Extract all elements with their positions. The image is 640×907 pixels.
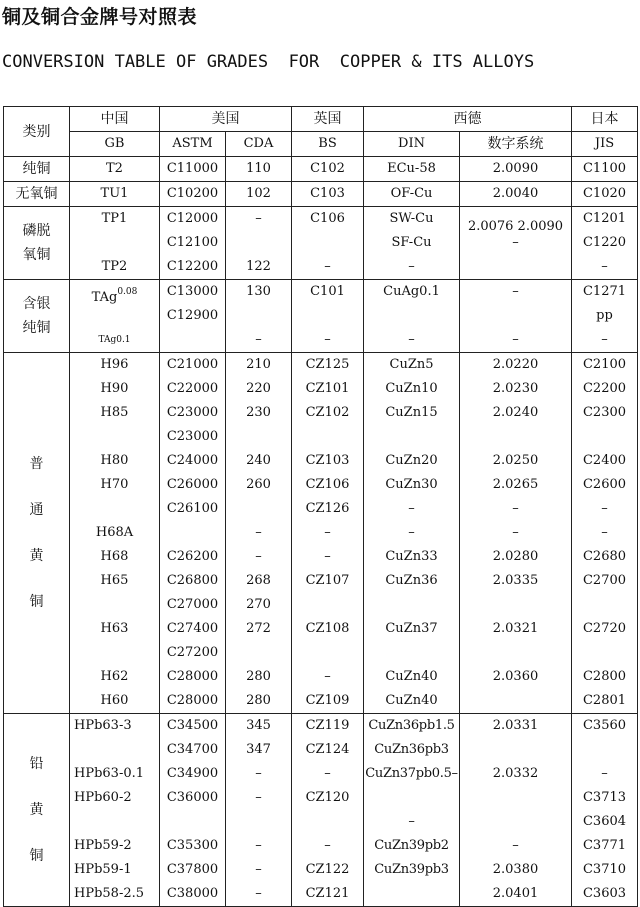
header-west-germany: 西德 <box>364 107 572 132</box>
cell-value: CuAg0.1 <box>383 284 440 299</box>
cell-value: 2.0250 <box>492 453 539 468</box>
cell-value: 2.0240 <box>492 405 539 420</box>
cell-value: CZ108 <box>305 621 350 636</box>
cell-value: CuZn39pb3 <box>374 862 449 877</box>
gb-superscript: 0.08 <box>117 287 138 297</box>
cell-value: 黄 <box>29 548 44 564</box>
cell-value: CuZn37 <box>385 621 438 636</box>
header-category: 类别 <box>4 107 70 157</box>
cell-value <box>292 641 363 665</box>
gb-cell <box>70 353 160 714</box>
category-line: 磷脱 <box>22 223 51 239</box>
cell-value: C27200 <box>166 645 219 660</box>
cell-value <box>70 425 159 449</box>
bs-cell <box>292 280 364 353</box>
category-cell <box>4 207 70 280</box>
numeric-cell <box>460 353 572 714</box>
header-row-2 <box>4 132 638 157</box>
cell-value: CuZn40 <box>385 693 438 708</box>
gb-cell <box>70 207 160 280</box>
cell-value <box>460 425 571 449</box>
header-uk: 英国 <box>292 107 364 132</box>
cell-value: CZ119 <box>305 718 350 733</box>
cell-value <box>74 738 159 762</box>
cell-value: C1271 <box>582 284 627 299</box>
cell-value: C3771 <box>582 838 627 853</box>
cell-value <box>572 641 637 665</box>
header-row-1 <box>4 107 638 132</box>
din-cell <box>364 280 460 353</box>
cell-value: CZ126 <box>305 501 350 516</box>
cell-value: – <box>324 259 331 274</box>
astm-cell <box>160 714 226 907</box>
cell-value: 2.0321 <box>492 621 539 636</box>
cell-value: C2200 <box>582 381 627 396</box>
table-row <box>4 280 638 353</box>
cell-value: CZ107 <box>305 573 350 588</box>
din-cell <box>364 353 460 714</box>
numeric-cell: 2.0090 <box>460 157 572 182</box>
header-jis: JIS <box>572 132 638 157</box>
cell-value: HPb58-2.5 <box>74 886 145 901</box>
cell-value: C2300 <box>582 405 627 420</box>
cell-value: 2.0220 <box>492 357 539 372</box>
cell-value: 2.0230 <box>492 381 539 396</box>
cell-value: C12100 <box>166 235 219 250</box>
cell-value: C28000 <box>166 669 219 684</box>
cell-value: – <box>255 549 262 564</box>
cell-value: CZ124 <box>305 742 350 757</box>
cell-value: – <box>601 332 608 347</box>
cell-value <box>226 810 291 834</box>
cell-value: – <box>408 814 415 829</box>
bs-cell <box>292 353 364 714</box>
cell-value: C26200 <box>166 549 219 564</box>
cell-value: CZ109 <box>305 693 350 708</box>
header-numeric: 数字系统 <box>460 132 572 157</box>
gb-value <box>70 280 159 304</box>
numeric-cell <box>460 280 572 353</box>
cell-value: 122 <box>246 259 271 274</box>
jis-cell <box>572 207 638 280</box>
cell-value: 铅 <box>29 756 44 772</box>
cell-value: 280 <box>246 693 271 708</box>
cell-value: CZ120 <box>305 790 350 805</box>
cell-value: – <box>408 525 415 540</box>
cell-value <box>70 593 159 617</box>
cell-value <box>460 304 571 328</box>
cell-value: CuZn39pb2 <box>374 838 449 853</box>
category-cell <box>4 280 70 353</box>
cell-value: C1201 <box>582 211 627 226</box>
header-cda: CDA <box>226 132 292 157</box>
cell-value <box>364 786 459 810</box>
cell-value: H90 <box>100 381 129 396</box>
cell-value <box>572 425 637 449</box>
cell-value: CuZn10 <box>385 381 438 396</box>
cell-value: 黄 <box>29 802 44 818</box>
cell-value: C106 <box>310 211 345 226</box>
cda-cell <box>226 714 292 907</box>
cell-value: C12200 <box>166 259 219 274</box>
cell-value: 通 <box>29 502 44 518</box>
cell-value <box>364 882 459 906</box>
cell-value: C22000 <box>166 381 219 396</box>
category-cell <box>4 714 70 907</box>
cell-value <box>364 641 459 665</box>
cell-value: – <box>255 886 262 901</box>
bs-cell: C102 <box>292 157 364 182</box>
cell-value: C26800 <box>166 573 219 588</box>
table-row <box>4 207 638 280</box>
cell-value: CuZn20 <box>385 453 438 468</box>
cell-value: 347 <box>246 742 271 757</box>
cell-value: 260 <box>246 477 271 492</box>
table-row <box>4 714 638 907</box>
cell-value: C101 <box>310 284 345 299</box>
cell-value: C34700 <box>166 742 219 757</box>
cell-value: C26100 <box>166 501 219 516</box>
cell-value: C2400 <box>582 453 627 468</box>
cell-value <box>460 641 571 665</box>
bs-cell: C103 <box>292 182 364 207</box>
cell-value: CuZn37pb0.5– <box>365 766 458 781</box>
cell-value: – <box>324 838 331 853</box>
cell-value: H60 <box>100 693 129 708</box>
cell-value: HPb63-0.1 <box>74 766 145 781</box>
cell-value: HPb59-1 <box>74 862 132 877</box>
astm-cell <box>160 353 226 714</box>
cell-value <box>460 738 571 762</box>
category-line: 纯铜 <box>22 320 51 336</box>
numeric-value: 2.0076 2.0090 <box>467 219 564 234</box>
cell-value: 2.0360 <box>492 669 539 684</box>
cell-value: C38000 <box>166 886 219 901</box>
header-japan: 日本 <box>572 107 638 132</box>
cell-value: C37800 <box>166 862 219 877</box>
cda-cell <box>226 207 292 280</box>
cell-value: – <box>255 790 262 805</box>
cell-value: C36000 <box>166 790 219 805</box>
gb-cell: T2 <box>70 157 160 182</box>
cell-value: – <box>601 259 608 274</box>
category-cell: 纯铜 <box>4 157 70 182</box>
cell-value: – <box>255 332 262 347</box>
cell-value <box>572 593 637 617</box>
cell-value: C27400 <box>166 621 219 636</box>
cell-value <box>74 810 159 834</box>
cell-value <box>460 810 571 834</box>
cell-value: CuZn36 <box>385 573 438 588</box>
bs-cell <box>292 207 364 280</box>
cell-value: 2.0265 <box>492 477 539 492</box>
cell-value: HPb60-2 <box>74 790 132 805</box>
cell-value: – <box>601 525 608 540</box>
cell-value: 268 <box>246 573 271 588</box>
cell-value: 210 <box>246 357 271 372</box>
cell-value <box>364 304 459 328</box>
cell-value <box>160 521 225 545</box>
cell-value: – <box>512 525 519 540</box>
cell-value: C34900 <box>166 766 219 781</box>
cell-value: 2.0280 <box>492 549 539 564</box>
cell-value: H68A <box>95 525 134 540</box>
cell-value <box>226 304 291 328</box>
cell-value <box>70 497 159 521</box>
cell-value <box>460 593 571 617</box>
cell-value: C3713 <box>582 790 627 805</box>
cell-value: CZ122 <box>305 862 350 877</box>
din-cell: OF-Cu <box>364 182 460 207</box>
cell-value: C2801 <box>582 693 627 708</box>
jis-cell <box>572 280 638 353</box>
cell-value: C12900 <box>166 308 219 323</box>
page-subtitle: CONVERSION TABLE OF GRADES FOR COPPER & ITS ALLOYS <box>2 52 535 72</box>
numeric-cell <box>460 714 572 907</box>
cell-value: – <box>512 838 519 853</box>
cell-value: C2800 <box>582 669 627 684</box>
cell-value: C35300 <box>166 838 219 853</box>
cell-value: C2100 <box>582 357 627 372</box>
cell-value: – <box>255 525 262 540</box>
cell-value: H85 <box>100 405 129 420</box>
cell-value <box>364 425 459 449</box>
numeric-cell: 2.0040 <box>460 182 572 207</box>
cell-value: C2600 <box>582 477 627 492</box>
cell-value: – <box>255 838 262 853</box>
cell-value: C2680 <box>582 549 627 564</box>
cell-value: 铜 <box>29 594 44 610</box>
cell-value <box>292 593 363 617</box>
cell-value: C24000 <box>166 453 219 468</box>
cell-value: 普 <box>29 456 44 472</box>
cell-value: 220 <box>246 381 271 396</box>
cell-value <box>226 231 291 255</box>
cell-value: C12000 <box>166 211 219 226</box>
cell-value: 2.0332 <box>492 766 539 781</box>
jis-cell <box>572 353 638 714</box>
cell-value: – <box>512 284 519 299</box>
cell-value <box>292 810 363 834</box>
cell-value: 2.0380 <box>492 862 539 877</box>
cell-value: 2.0401 <box>492 886 539 901</box>
gb-cell: TU1 <box>70 182 160 207</box>
cell-value: SW-Cu <box>389 211 434 226</box>
cell-value: – <box>601 501 608 516</box>
cell-value: H63 <box>100 621 129 636</box>
cell-value: – <box>324 549 331 564</box>
cell-value: 230 <box>246 405 271 420</box>
cell-value: – <box>601 766 608 781</box>
cell-value: H96 <box>100 357 129 372</box>
cell-value <box>226 641 291 665</box>
cell-value: C27000 <box>166 597 219 612</box>
cell-value: – <box>255 211 262 226</box>
cell-value: HPb59-2 <box>74 838 132 853</box>
header-astm: ASTM <box>160 132 226 157</box>
table-row <box>4 353 638 714</box>
cell-value: C21000 <box>166 357 219 372</box>
cda-cell: 110 <box>226 157 292 182</box>
cell-value <box>460 786 571 810</box>
cell-value: – <box>324 525 331 540</box>
cell-value <box>70 641 159 665</box>
numeric-value: – <box>512 235 519 250</box>
cell-value: CuZn15 <box>385 405 438 420</box>
header-china: 中国 <box>70 107 160 132</box>
gb-value: TAg0.1 <box>98 335 131 345</box>
category-line: 含银 <box>22 296 51 312</box>
gb-cell <box>70 714 160 907</box>
cell-value: 272 <box>246 621 271 636</box>
astm-cell <box>160 207 226 280</box>
cell-value: – <box>408 259 415 274</box>
jis-cell: C1020 <box>572 182 638 207</box>
cell-value <box>160 810 225 834</box>
cell-value: – <box>324 669 331 684</box>
cell-value: 270 <box>246 597 271 612</box>
cell-value: C2720 <box>582 621 627 636</box>
cell-value: CuZn36pb3 <box>374 742 449 757</box>
header-din: DIN <box>364 132 460 157</box>
cell-value: C23000 <box>166 429 219 444</box>
cell-value <box>292 231 363 255</box>
cda-cell <box>226 280 292 353</box>
cell-value <box>460 689 571 713</box>
cell-value: SF-Cu <box>391 235 432 250</box>
header-gb: GB <box>70 132 160 157</box>
din-cell <box>364 714 460 907</box>
cell-value: C3710 <box>582 862 627 877</box>
cell-value: H70 <box>100 477 129 492</box>
cell-value: H68 <box>100 549 129 564</box>
cda-cell <box>226 353 292 714</box>
cell-value: C2700 <box>582 573 627 588</box>
cell-value: – <box>324 332 331 347</box>
cell-value: – <box>408 332 415 347</box>
cell-value: CuZn5 <box>389 357 434 372</box>
cell-value: CZ102 <box>305 405 350 420</box>
cell-value: HPb63-3 <box>74 718 132 733</box>
conversion-table <box>3 106 638 907</box>
cell-value <box>70 231 159 255</box>
cda-cell: 102 <box>226 182 292 207</box>
cell-value <box>292 425 363 449</box>
gb-cell <box>70 280 160 353</box>
cell-value: TP1 <box>101 211 128 226</box>
header-usa: 美国 <box>160 107 292 132</box>
header-bs: BS <box>292 132 364 157</box>
cell-value: CZ101 <box>305 381 350 396</box>
cell-value: C13000 <box>166 284 219 299</box>
cell-value: CZ125 <box>305 357 350 372</box>
cell-value: – <box>324 766 331 781</box>
cell-value: 2.0335 <box>492 573 539 588</box>
cell-value: pp <box>596 308 613 323</box>
cell-value: – <box>512 501 519 516</box>
cell-value <box>160 328 225 352</box>
cell-value: – <box>255 862 262 877</box>
numeric-cell <box>460 207 572 280</box>
cell-value: H62 <box>100 669 129 684</box>
cell-value: – <box>255 766 262 781</box>
cell-value: CuZn30 <box>385 477 438 492</box>
astm-cell: C11000 <box>160 157 226 182</box>
table-row <box>4 182 638 207</box>
cell-value: CZ106 <box>305 477 350 492</box>
astm-cell: C10200 <box>160 182 226 207</box>
cell-value: CuZn33 <box>385 549 438 564</box>
gb-text: TAg <box>91 290 118 305</box>
cell-value: TP2 <box>101 259 128 274</box>
page-title: 铜及铜合金牌号对照表 <box>2 6 198 28</box>
table-row <box>4 157 638 182</box>
cell-value: – <box>408 501 415 516</box>
cell-value: CuZn40 <box>385 669 438 684</box>
cell-value: C3560 <box>582 718 627 733</box>
cell-value: 345 <box>246 718 271 733</box>
astm-cell <box>160 280 226 353</box>
bs-cell <box>292 714 364 907</box>
din-cell <box>364 207 460 280</box>
cell-value: CZ121 <box>305 886 350 901</box>
cell-value: CuZn36pb1.5 <box>368 718 455 733</box>
cell-value: CZ103 <box>305 453 350 468</box>
jis-cell <box>572 714 638 907</box>
category-line: 氧铜 <box>22 247 51 263</box>
cell-value: C28000 <box>166 693 219 708</box>
cell-value <box>364 593 459 617</box>
cell-value: H80 <box>100 453 129 468</box>
cell-value <box>292 304 363 328</box>
din-cell: ECu-58 <box>364 157 460 182</box>
cell-value: C34500 <box>166 718 219 733</box>
cell-value: C3604 <box>582 814 627 829</box>
cell-value: 280 <box>246 669 271 684</box>
cell-value <box>226 497 291 521</box>
cell-value: C1220 <box>582 235 627 250</box>
category-cell: 无氧铜 <box>4 182 70 207</box>
cell-value: 铜 <box>29 848 44 864</box>
category-cell <box>4 353 70 714</box>
cell-value <box>572 738 637 762</box>
cell-value: C3603 <box>582 886 627 901</box>
cell-value: C26000 <box>166 477 219 492</box>
cell-value: – <box>512 332 519 347</box>
cell-value: 240 <box>246 453 271 468</box>
cell-value: 130 <box>246 284 271 299</box>
jis-cell: C1100 <box>572 157 638 182</box>
cell-value: 2.0331 <box>492 718 539 733</box>
cell-value: H65 <box>100 573 129 588</box>
cell-value: C23000 <box>166 405 219 420</box>
cell-value <box>226 425 291 449</box>
